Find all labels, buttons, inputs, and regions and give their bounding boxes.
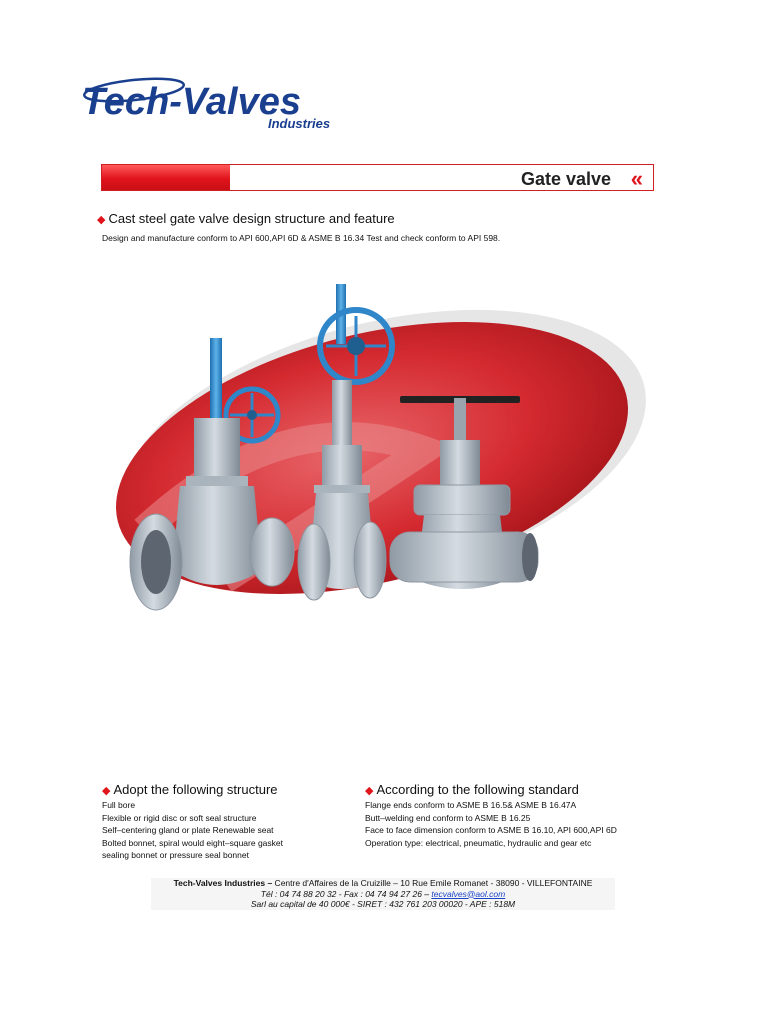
list-item: Self–centering gland or plate Renewable seat xyxy=(102,825,274,836)
list-item: Flange ends conform to ASME B 16.5& ASME B 16.47A xyxy=(365,800,577,810)
footer-contact xyxy=(151,878,615,910)
list-item: Face to face dimension conform to ASME B 16.10, API 600,API 6D xyxy=(365,825,617,836)
list-item: sealing bonnet or pressure seal bonnet xyxy=(102,850,249,861)
banner-red-block xyxy=(102,165,230,190)
logo-graphic xyxy=(82,76,382,136)
standard-list xyxy=(365,799,617,849)
structure-list xyxy=(102,799,283,862)
footer-legal: Sarl au capital de 40 000€ - SIRET : 432 761 203 00020 - APE : 518M xyxy=(250,899,516,909)
list-item: Bolted bonnet, spiral would eight–square gasket xyxy=(102,837,283,848)
standard-heading-text: According to the following standard xyxy=(376,782,579,797)
footer-phone: Tél : 04 74 88 20 32 - Fax : 04 74 94 27 26 – xyxy=(260,888,432,899)
intro-text: Design and manufacture conform to API 600,API 6D & ASME B 16.34 Test and check conform to API 598. xyxy=(102,233,501,243)
standard-heading xyxy=(365,782,579,797)
title-banner xyxy=(101,164,654,191)
page-title: Gate valve xyxy=(520,169,611,189)
footer-address: Centre d'Affaires de la Cruizille – 10 Rue Emile Romanet - 38090 - VILLEFONTAINE xyxy=(272,878,593,888)
banner-chevron-icon: « xyxy=(630,166,643,191)
footer-phone-line xyxy=(151,889,615,900)
diamond-bullet-icon: ◆ xyxy=(102,785,111,797)
gate-valve-illustration xyxy=(84,280,664,660)
list-item: Flexible or rigid disc or soft seal structure xyxy=(102,812,257,823)
valve-stem xyxy=(210,338,222,418)
company-logo xyxy=(82,76,382,136)
intro-heading xyxy=(97,211,395,226)
structure-heading xyxy=(102,782,278,797)
handwheel-icon xyxy=(320,310,392,382)
footer-email-link[interactable]: tecvalves@aol.com xyxy=(431,888,506,899)
structure-heading-text: Adopt the following structure xyxy=(113,782,278,797)
diamond-bullet-icon: ◆ xyxy=(365,785,374,797)
diamond-bullet-icon: ◆ xyxy=(97,214,106,226)
list-item: Operation type: electrical, pneumatic, hydraulic and gear etc xyxy=(365,837,592,848)
footer-company: Tech-Valves Industries – xyxy=(173,878,273,888)
footer-address-line xyxy=(151,878,615,889)
logo-subtitle-text: Industries xyxy=(268,116,331,131)
list-item: Full bore xyxy=(102,800,136,810)
logo-brand-text: Tech-Valves xyxy=(82,81,301,123)
intro-heading-text: Cast steel gate valve design structure and feature xyxy=(108,211,395,226)
list-item: Butt–welding end conform to ASME B 16.25 xyxy=(365,812,531,823)
